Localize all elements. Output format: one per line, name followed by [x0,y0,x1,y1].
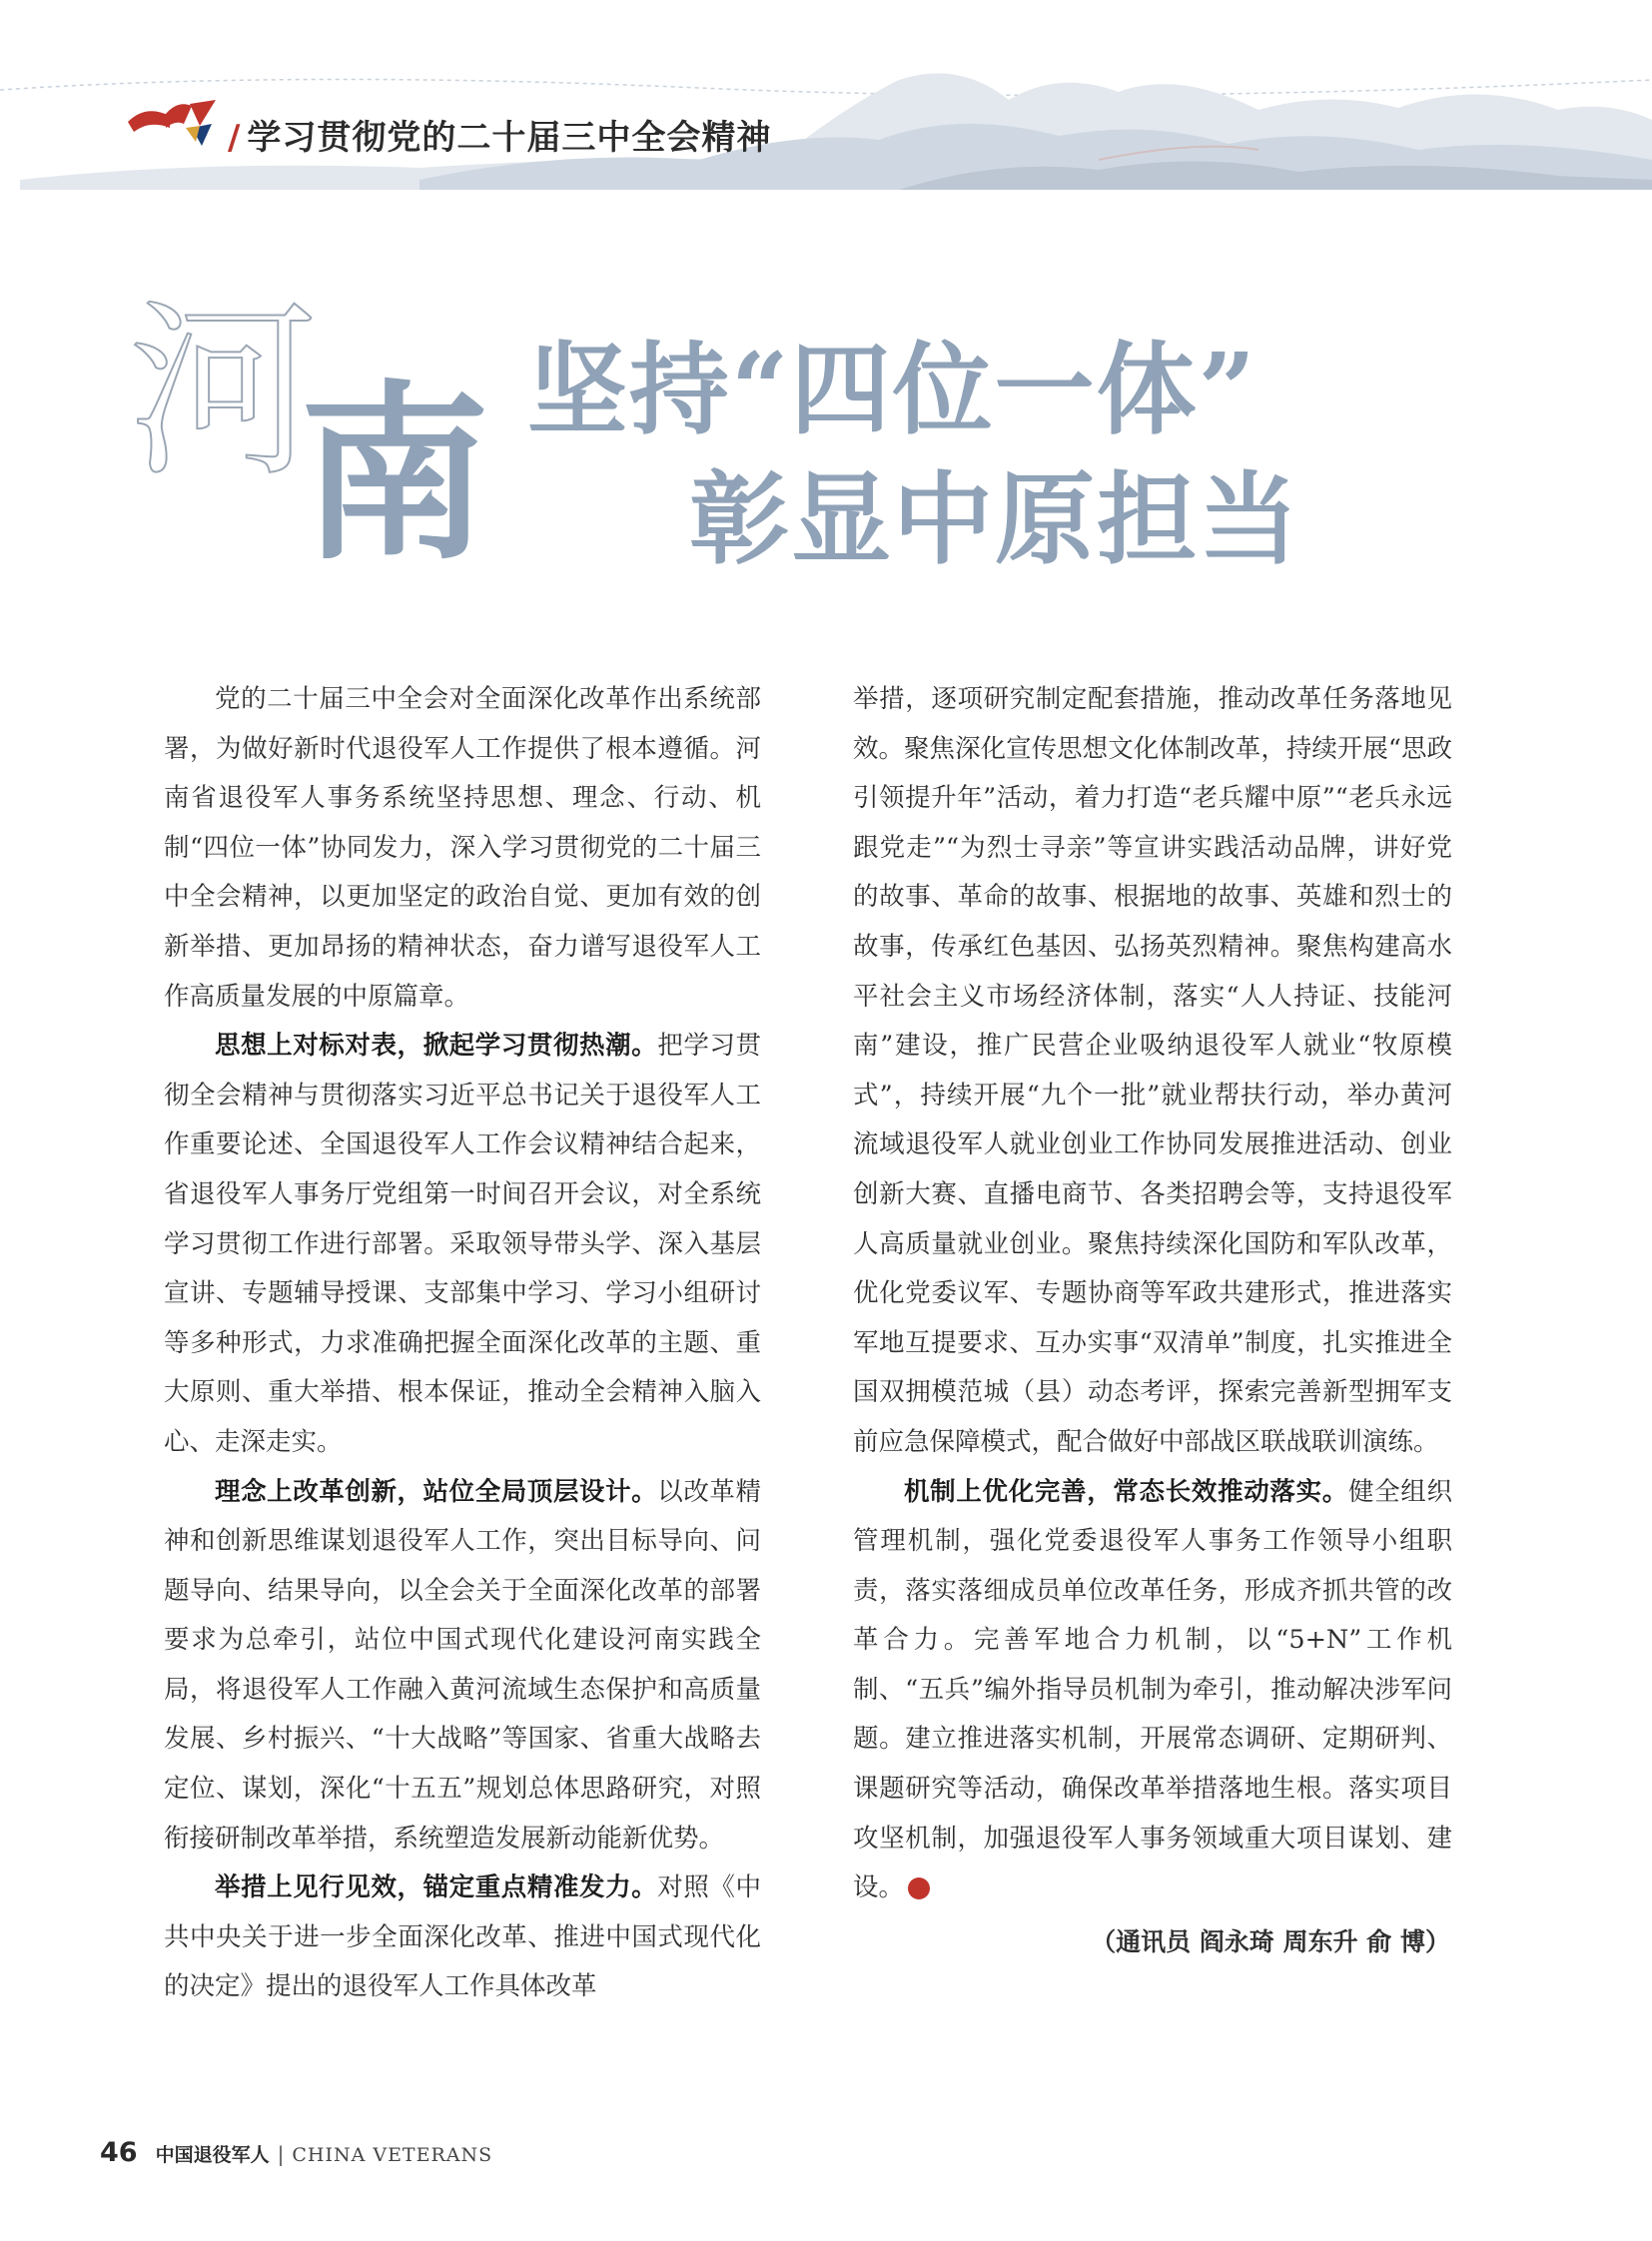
section-title-text: 学习贯彻党的二十届三中全会精神 [247,118,772,158]
article-column-right [853,675,1452,1966]
magazine-name-en: CHINA VETERANS [292,2144,493,2166]
section-slash: / [228,118,242,158]
page-number: 46 [100,2137,138,2168]
province-char-he: 河 [128,282,319,502]
paragraph-text: 健全组织管理机制，强化党委退役军人事务工作领导小组职责，落实落细成员单位改革任务，形成齐抓共管的改革合力。完善军地合力机制，以“5+N”工作机制、“五兵”编外指导员机制为牵引，推动解决涉军问题。建立推进落实机制，开展常态调研、定期研判、课题研究等活动，确保改革举措落地生根。落实项目攻坚机制，加强退役军人事务领域重大项目谋划、建设。 [853,1476,1452,1903]
paragraph-lead: 举措上见行见效，锚定重点精准发力。 [215,1872,658,1903]
footer-separator: | [277,2142,285,2166]
paragraph-text: 党的二十届三中全会对全面深化改革作出系统部署，为做好新时代退役军人工作提供了根本遵循。河南省退役军人事务系统坚持思想、理念、行动、机制“四位一体”协同发力，深入学习贯彻党的二十届三中全会精神，以更加坚定的政治自觉、更加有效的创新举措、更加昂扬的精神状态，奋力谱写退役军人工作高质量发展的中原篇章。 [164,684,761,1012]
headline-line-2: 彰显中原担当 [689,460,1300,578]
paragraph-text: 以改革精神和创新思维谋划退役军人工作，突出目标导向、问题导向、结果导向，以全会关于全面深化改革的部署要求为总牵引，站位中国式现代化建设河南实践全局，将退役军人工作融入黄河流域生态保护和高质量发展、乡村振兴、“十大战略”等国家、省重大战略去定位、谋划，深化“十五五”规划总体思路研究，对照衔接研制改革举措，系统塑造发展新动能新优势。 [164,1476,761,1854]
page-header [0,0,1652,200]
paragraph-continued [853,675,1452,1468]
page-footer [100,2137,492,2168]
paragraph-text: 对照《中共中央关于进一步全面深化改革、推进中国式现代化的决定》提出的退役军人工作具体改革 [164,1872,761,2002]
magazine-name-cn: 中国退役军人 [155,2144,270,2166]
paragraph-text: 把学习贯彻全会精神与贯彻落实习近平总书记关于退役军人工作重要论述、全国退役军人工作会议精神结合起来，省退役军人事务厅党组第一时间召开会议，对全系统学习贯彻工作进行部署。采取领导带头学、深入基层宣讲、专题辅导授课、支部集中学习、学习小组研讨等多种形式，力求准确把握全面深化改革的主题、重大原则、重大举措、根本保证，推动全会精神入脑入心、走深走实。 [164,1031,761,1457]
province-char-nan: 南 [300,363,490,585]
article-column-left [164,675,761,2012]
paragraph [164,675,761,1022]
paragraph-lead: 理念上改革创新，站位全局顶层设计。 [215,1476,658,1507]
paragraph [164,1022,761,1467]
headline-line-1: 坚持“四位一体” [527,331,1258,448]
byline: （通讯员 阎永琦 周东升 俞 博） [1091,1926,1450,1956]
paragraph-lead: 机制上优化完善，常态长效推动落实。 [904,1476,1348,1507]
end-mark-icon: V [908,1877,930,1899]
paragraph-lead: 思想上对标对表，掀起学习贯彻热潮。 [215,1031,658,1062]
paragraph [164,1468,761,1865]
paragraph [164,1864,761,2012]
section-title [228,110,771,159]
paragraph-text: 举措，逐项研究制定配套措施，推动改革任务落地见效。聚焦深化宣传思想文化体制改革，持续开展“思政引领提升年”活动，着力打造“老兵耀中原”“老兵永远跟党走”“为烈士寻亲”等宣讲实践活动品牌，讲好党的故事、革命的故事、根据地的故事、英雄和烈士的故事，传承红色基因、弘扬英烈精神。聚焦构建高水平社会主义市场经济体制，落实“人人持证、技能河南”建设，推广民营企业吸纳退役军人就业“牧原模式”，持续开展“九个一批”就业帮扶行动，举办黄河流域退役军人就业创业工作协同发展推进活动、创业创新大赛、直播电商节、各类招聘会等，支持退役军人高质量就业创业。聚焦持续深化国防和军队改革，优化党委议军、专题协商等军政共建形式，推进落实军地互提要求、互办实事“双清单”制度，扎实推进全国双拥模范城（县）动态考评，探索完善新型拥军支前应急保障模式，配合做好中部战区联战联训演练。 [853,684,1452,1457]
paragraph [853,1468,1452,1913]
china-veterans-logo-icon [126,98,218,150]
